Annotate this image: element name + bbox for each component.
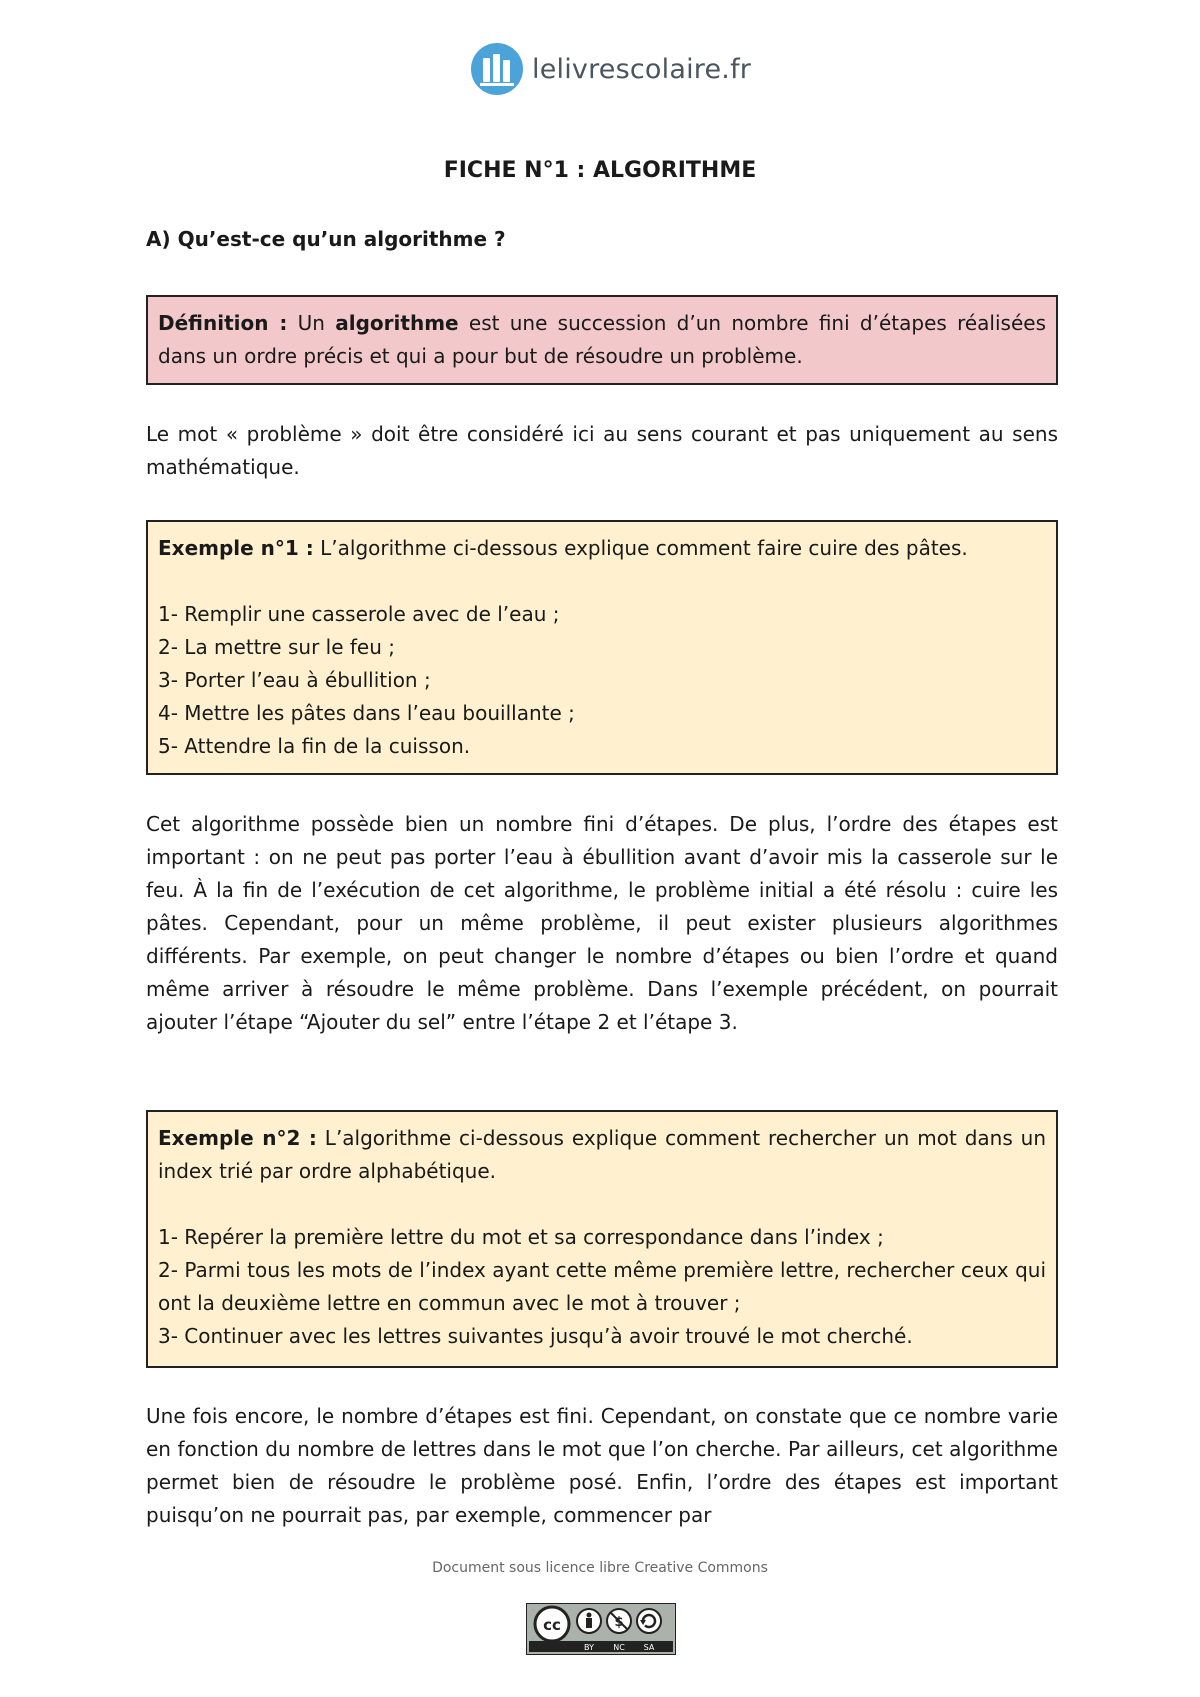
example-1-step: 2- La mettre sur le feu ; bbox=[158, 635, 395, 659]
svg-text:$: $ bbox=[614, 1615, 624, 1630]
creative-commons-badge-icon[interactable] bbox=[526, 1603, 676, 1655]
example-1-step: 4- Mettre les pâtes dans l’eau bouillante ; bbox=[158, 701, 575, 725]
svg-text:cc: cc bbox=[543, 1616, 561, 1634]
example-1-steps bbox=[158, 598, 1046, 763]
definition-box bbox=[146, 295, 1058, 385]
example-2-step: 3- Continuer avec les lettres suivantes jusqu’à avoir trouvé le mot cherché. bbox=[158, 1324, 913, 1348]
example-2-steps bbox=[158, 1221, 1046, 1353]
cc-label-nc: NC bbox=[613, 1643, 625, 1652]
example-2-box bbox=[146, 1110, 1058, 1368]
example-2-step: 1- Repérer la première lettre du mot et sa correspondance dans l’index ; bbox=[158, 1225, 884, 1249]
definition-text-after: est une succession d’un nombre fini d’étapes réalisées dans un ordre précis et qui a pour but de résoudre un problème. bbox=[158, 311, 1046, 368]
book-stack-logo-icon bbox=[468, 40, 526, 98]
section-title: A) Qu’est-ce qu’un algorithme ? bbox=[146, 227, 506, 251]
example-1-step: 1- Remplir une casserole avec de l’eau ; bbox=[158, 602, 560, 626]
example-2-step: 2- Parmi tous les mots de l’index ayant cette même première lettre, rechercher ceux qui ont la deuxième lettre en commun avec le mot à trouver ; bbox=[158, 1258, 1046, 1315]
example-2-intro: L’algorithme ci-dessous explique comment rechercher un mot dans un index trié par ordre alphabétique. bbox=[158, 1126, 1047, 1183]
example-1-label: Exemple n°1 : bbox=[158, 536, 314, 560]
example-1-step: 3- Porter l’eau à ébullition ; bbox=[158, 668, 431, 692]
example-2-label: Exemple n°2 : bbox=[158, 1126, 317, 1150]
paragraph-2: Cet algorithme possède bien un nombre fini d’étapes. De plus, l’ordre des étapes est important : on ne peut pas porter l’eau à ébullition avant d’avoir mis la casserole sur le feu. À la fin de l’exécution de cet algorithme, le problème initial a été résolu : cuire les pâtes. Cependant, pour un même problème, il peut exister plusieurs algorithmes différents. Par exemple, on peut changer le nombre d’étapes ou bien l’ordre et quand même arriver à résoudre le même problème. Dans l’exemple précédent, on pourrait ajouter l’étape “Ajouter du sel” entre l’étape 2 et l’étape 3. bbox=[146, 812, 1058, 1034]
cc-label-by: BY bbox=[584, 1643, 594, 1652]
site-logo bbox=[468, 40, 751, 98]
example-1-intro: L’algorithme ci-dessous explique comment faire cuire des pâtes. bbox=[313, 536, 968, 560]
definition-text-before: Un bbox=[287, 311, 336, 335]
paragraph-3: Une fois encore, le nombre d’étapes est fini. Cependant, on constate que ce nombre varie en fonction du nombre de lettres dans le mot que l’on cherche. Par ailleurs, cet algorithme permet bien de résoudre le problème posé. Enfin, l’ordre des étapes est important puisqu’on ne pourrait pas, par exemple, commencer par bbox=[146, 1404, 1058, 1527]
logo-text: lelivrescolaire.fr bbox=[532, 53, 752, 85]
license-text: Document sous licence libre Creative Commons bbox=[432, 1560, 768, 1576]
page-title: FICHE N°1 : ALGORITHME bbox=[443, 158, 757, 183]
cc-label-sa: SA bbox=[643, 1643, 655, 1652]
paragraph-1: Le mot « problème » doit être considéré ici au sens courant et pas uniquement au sens mathématique. bbox=[146, 422, 1058, 479]
example-1-step: 5- Attendre la fin de la cuisson. bbox=[158, 734, 471, 758]
example-1-box bbox=[146, 520, 1058, 775]
definition-keyword: algorithme bbox=[335, 311, 459, 335]
definition-label: Définition : bbox=[158, 311, 288, 335]
